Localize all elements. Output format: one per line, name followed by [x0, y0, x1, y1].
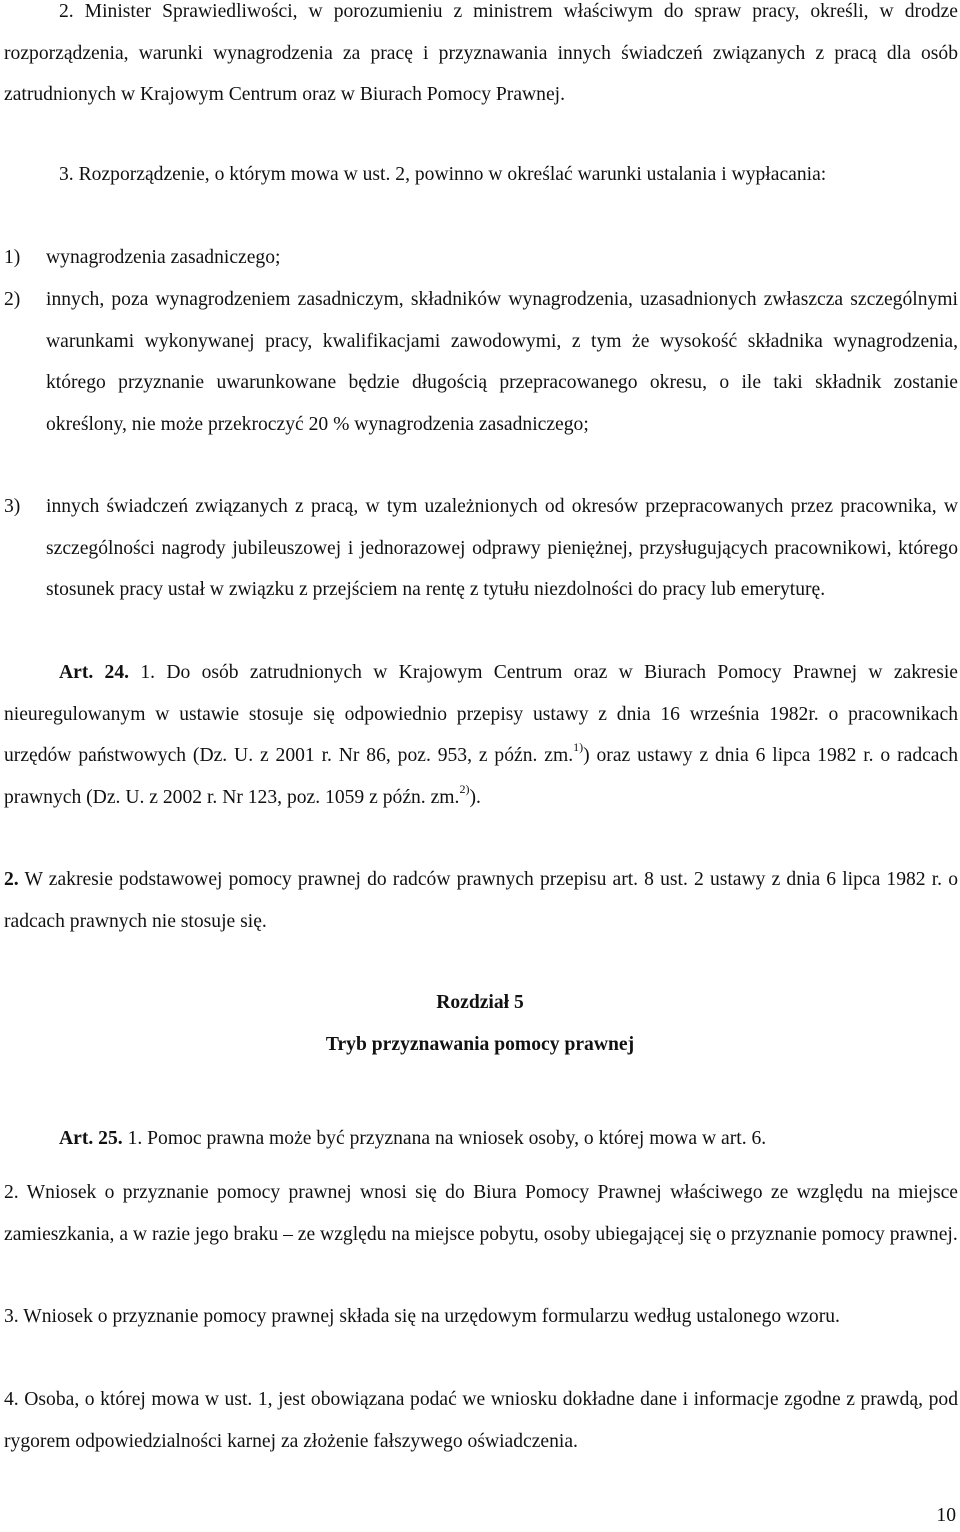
art24-text-c: ). — [469, 786, 481, 808]
footnote-ref: 2) — [459, 781, 470, 796]
article-label: Art. 24. — [59, 662, 130, 683]
paragraph-art25-ust3: 3. Wniosek o przyznanie pomocy prawnej składa się na urzędowym formularzu według ustalonego wzoru. — [4, 1306, 840, 1327]
paragraph-art24-ust2 — [4, 859, 958, 942]
list-item-text: wynagrodzenia zasadniczego; — [46, 247, 281, 268]
article-label: Art. 25. — [59, 1128, 123, 1149]
list-item-text: innych, poza wynagrodzeniem zasadniczym, składników wynagrodzenia, uzasadnionych zwłaszcza szczególnymi warunkami wykonywanej pracy, kwalifikacjami zawodowymi, z tym że wysokość składnika wynagrodzenia, którego przyznanie uwarunkowane będzie długością przepracowanego okresu, o ile taki składnik zostanie określony, nie może przekroczyć 20 % wynagrodzenia zasadniczego; — [46, 289, 958, 435]
art24-ust2-text: W zakresie podstawowej pomocy prawnej do radców prawnych przepisu art. 8 ust. 2 ustawy z dnia 6 lipca 1982 r. o radcach prawnych nie stosuje się. — [4, 869, 958, 932]
paragraph-art25-ust1 — [4, 1118, 958, 1160]
paragraph-label: 2. — [4, 869, 19, 890]
list-item-number: 2) — [4, 289, 21, 310]
list-item-number: 3) — [4, 496, 21, 517]
chapter-title: Tryb przyznawania pomocy prawnej — [325, 1034, 635, 1055]
paragraph-art23-ust3: 3. Rozporządzenie, o którym mowa w ust. 2, powinno w określać warunki ustalania i wypłacania: — [59, 164, 827, 185]
list-item-number: 1) — [4, 247, 21, 268]
paragraph-art25-ust4: 4. Osoba, o której mowa w ust. 1, jest obowiązana podać we wniosku dokładne dane i informacje zgodne z prawdą, pod rygorem odpowiedzialności karnej za złożenie fałszywego oświadczenia. — [4, 1389, 958, 1452]
list-item-text: innych świadczeń związanych z pracą, w tym uzależnionych od okresów przepracowanych przez pracownika, w szczególności nagrody jubileuszowej i jednorazowej odprawy pieniężnej, przysługujących pracownikowi, którego stosunek pracy ustał w związku z przejściem na rentę z tytułu niezdolności do pracy lub emeryturę. — [46, 496, 958, 600]
footnote-ref: 1) — [573, 740, 584, 755]
page-number: 10 — [936, 1505, 956, 1526]
art24-text-a: 1. Do osób zatrudnionych w Krajowym Centrum oraz w Biurach Pomocy Prawnej w zakresie nieuregulowanym w ustawie stosuje się odpowiednio przepisy ustawy z dnia 16 września 1982r. o pracownikach urzędów państwowych (Dz. U. z 2001 r. Nr 86, poz. 953, z późn. zm. — [4, 662, 958, 766]
chapter-number: Rozdział 5 — [436, 992, 524, 1013]
paragraph-art23-ust2: 2. Minister Sprawiedliwości, w porozumieniu z ministrem właściwym do spraw pracy, określi, w drodze rozporządzenia, warunki wynagrodzenia za pracę i przyznawania innych świadczeń związanych z pracą dla osób zatrudnionych w Krajowym Centrum oraz w Biurach Pomocy Prawnej. — [4, 1, 958, 105]
paragraph-art25-ust2: 2. Wniosek o przyznanie pomocy prawnej wnosi się do Biura Pomocy Prawnej właściwego ze względu na miejsce zamieszkania, a w razie jego braku – ze względu na miejsce pobytu, osoby ubiegającej się o przyznanie pomocy prawnej. — [4, 1182, 958, 1245]
paragraph-art24-ust1 — [4, 652, 958, 818]
art24-text-b: ) oraz ustawy z dnia 6 lipca 1982 r. o radcach prawnych (Dz. U. z 2002 r. Nr 123, poz. 1059 z późn. zm. — [4, 745, 958, 808]
art25-ust1-text: 1. Pomoc prawna może być przyznana na wniosek osoby, o której mowa w art. 6. — [122, 1128, 767, 1149]
